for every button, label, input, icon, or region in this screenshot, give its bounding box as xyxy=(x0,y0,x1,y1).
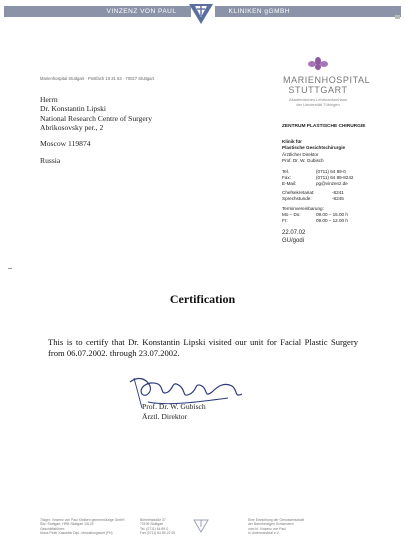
chef-key: Chefsekretariat: xyxy=(282,190,315,195)
certification-body: This is to certify that Dr. Konstantin Lipski visited our unit for Facial Plastic Surgery from 06.07.2002. through 23.07.2002. xyxy=(48,337,358,358)
termin-block xyxy=(282,206,348,223)
recipient-address xyxy=(40,95,152,133)
department-title: ZENTRUM PLASTISCHE CHIRURGIE xyxy=(282,124,366,129)
signer-block xyxy=(142,402,206,421)
contact-key: Fax: xyxy=(282,174,291,180)
corner-mark xyxy=(395,15,400,19)
footer-line: Sitz: Stuttgart, HRB Stuttgart 19125 xyxy=(40,522,94,527)
footer-line: 70199 Stuttgart xyxy=(140,522,164,527)
termin-value: 09.00 – 12.00 h xyxy=(316,217,348,223)
direktor-line: Prof. Dr. W. Gubisch xyxy=(282,157,324,163)
contact-value: (0711) 64 89-0 xyxy=(316,169,346,174)
logo-line2: STUTTGART xyxy=(288,85,348,95)
fold-mark xyxy=(8,268,12,269)
logo-sub1: Akademisches Lehrkrankenhaus xyxy=(288,97,348,102)
direktor-line: Ärztlicher Direktor xyxy=(282,152,319,157)
letter-date: 22.07.02 xyxy=(282,230,306,236)
flower-logo-icon xyxy=(307,57,329,70)
recipient-street: Abrikosovsky per., 2 xyxy=(40,123,104,133)
contact-value: (0711) 64 89-8242 xyxy=(316,174,354,180)
termin-value: 09.00 – 15.00 h xyxy=(316,211,348,217)
klinik-line: Klinik für xyxy=(282,139,302,144)
recipient-city: Moscow 119874 xyxy=(40,139,91,148)
klinik-block xyxy=(282,139,345,151)
signer-name: Prof. Dr. W. Gubisch xyxy=(142,402,206,411)
recipient-salutation: Herrn xyxy=(40,95,58,104)
email-link[interactable]: pg@vinzenz.de xyxy=(316,180,348,186)
direktor-block xyxy=(282,152,324,164)
logo-line1: MARIENHOSPITAL xyxy=(283,75,371,85)
footer-line: vom hl. Vinzenz von Paul xyxy=(248,526,287,531)
sender-line: Marienhospital Stuttgart · Postfach 10 31 63 · 70027 Stuttgart xyxy=(40,76,155,81)
reference-code: GU/godi xyxy=(282,237,305,244)
footer-line: Eine Einrichtung der Genossenschaft xyxy=(248,518,304,522)
footer-line: Geschäftsführer: xyxy=(40,526,66,531)
termin-key: Fr: xyxy=(282,217,288,223)
header-left-text: VINZENZ VON PAUL xyxy=(4,6,191,17)
termin-key: Mo – Do: xyxy=(282,211,301,217)
signer-role: Ärztl. Direktor xyxy=(142,411,188,421)
klinik-line: Plastische Gesichtschirurgie xyxy=(282,144,346,150)
footer-line: Klaus Peter Kasselek Dipl.-Verwaltungswirt (FH) xyxy=(40,531,113,536)
chef-key: Sprechstunde: xyxy=(282,195,312,201)
date-block xyxy=(282,230,305,245)
footer-col-2 xyxy=(140,518,175,536)
chef-value: -8245 xyxy=(332,195,344,201)
marienhospital-logo xyxy=(283,57,371,107)
chef-block xyxy=(282,190,344,202)
contact-key: E-Mail: xyxy=(282,180,297,186)
recipient-org: National Research Centre of Surgery xyxy=(40,113,153,123)
footer-line: Fax (0711) 64 89-22 09 xyxy=(140,531,176,536)
footer-line: Träger: Vinzenz von Paul Kliniken gemeinnützige GmbH xyxy=(40,518,125,522)
contact-key: Tel. xyxy=(282,169,290,174)
header-right-text: KLINIKEN gGMBH xyxy=(215,6,402,17)
page-title: Certification xyxy=(169,292,236,306)
footer-col-1 xyxy=(40,518,124,536)
recipient-country: Russia xyxy=(40,156,61,165)
footer-line: Tel. (0711) 64 89-0 xyxy=(140,526,169,531)
footer-col-3 xyxy=(248,518,304,536)
termin-label: Terminvereinbarung: xyxy=(282,206,324,211)
footer-logo-icon xyxy=(193,518,209,534)
footer-line: in Untermarchtal e.V. xyxy=(248,531,280,536)
recipient-name: Dr. Konstantin Lipski xyxy=(40,104,107,114)
logo-sub2: der Universität Tübingen xyxy=(296,102,340,107)
chef-value: -8241 xyxy=(332,190,344,195)
footer-line: der Barmherzigen Schwestern xyxy=(248,522,294,527)
contact-block xyxy=(282,169,353,186)
vinzenz-logo-icon xyxy=(186,2,216,26)
footer-line: Böheimstraße 37 xyxy=(140,518,166,522)
